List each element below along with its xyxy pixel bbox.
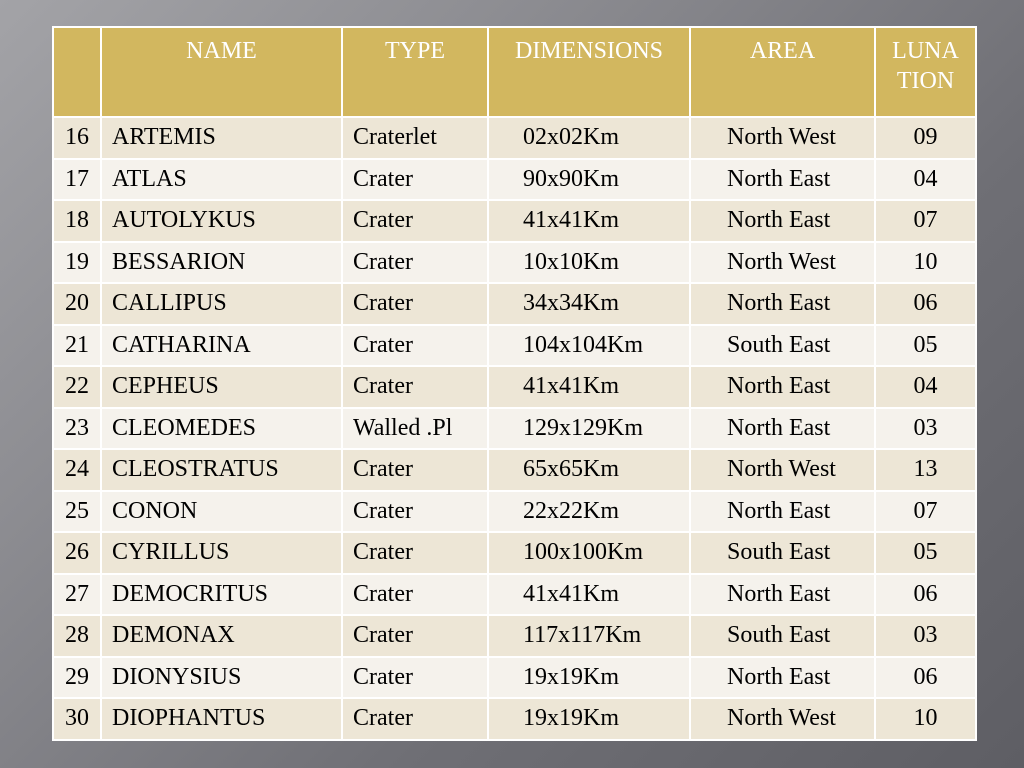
crater-table — [52, 26, 977, 741]
crater-type-cell: Crater — [342, 200, 488, 242]
row-number-cell: 20 — [53, 283, 101, 325]
table-row — [53, 325, 976, 367]
header-name: NAME — [101, 27, 342, 117]
crater-area-cell: North East — [690, 574, 875, 616]
crater-type-cell: Crater — [342, 325, 488, 367]
crater-type-cell: Crater — [342, 159, 488, 201]
crater-lunation-cell: 13 — [875, 449, 976, 491]
crater-dimensions-cell: 19x19Km — [488, 657, 690, 699]
crater-lunation-cell: 09 — [875, 117, 976, 159]
crater-dimensions-cell: 129x129Km — [488, 408, 690, 450]
crater-type-cell: Crater — [342, 615, 488, 657]
crater-name-cell: AUTOLYKUS — [101, 200, 342, 242]
crater-name-cell: CALLIPUS — [101, 283, 342, 325]
crater-type-cell: Crater — [342, 242, 488, 284]
crater-area-cell: North East — [690, 408, 875, 450]
row-number-cell: 22 — [53, 366, 101, 408]
table-row — [53, 117, 976, 159]
crater-lunation-cell: 05 — [875, 532, 976, 574]
table-row — [53, 200, 976, 242]
crater-name-cell: CEPHEUS — [101, 366, 342, 408]
crater-area-cell: North East — [690, 283, 875, 325]
crater-name-cell: CATHARINA — [101, 325, 342, 367]
crater-dimensions-cell: 19x19Km — [488, 698, 690, 740]
table-row — [53, 574, 976, 616]
row-number-cell: 16 — [53, 117, 101, 159]
crater-dimensions-cell: 41x41Km — [488, 366, 690, 408]
crater-name-cell: ATLAS — [101, 159, 342, 201]
crater-type-cell: Crater — [342, 657, 488, 699]
row-number-cell: 28 — [53, 615, 101, 657]
table-row — [53, 242, 976, 284]
crater-area-cell: South East — [690, 325, 875, 367]
crater-area-cell: South East — [690, 615, 875, 657]
table-row — [53, 615, 976, 657]
crater-dimensions-cell: 34x34Km — [488, 283, 690, 325]
crater-dimensions-cell: 117x117Km — [488, 615, 690, 657]
crater-table-container — [52, 26, 975, 734]
crater-dimensions-cell: 10x10Km — [488, 242, 690, 284]
crater-area-cell: North East — [690, 200, 875, 242]
crater-dimensions-cell: 02x02Km — [488, 117, 690, 159]
table-row — [53, 408, 976, 450]
crater-name-cell: DIONYSIUS — [101, 657, 342, 699]
header-type: TYPE — [342, 27, 488, 117]
crater-area-cell: South East — [690, 532, 875, 574]
row-number-cell: 26 — [53, 532, 101, 574]
crater-type-cell: Craterlet — [342, 117, 488, 159]
crater-dimensions-cell: 90x90Km — [488, 159, 690, 201]
header-num — [53, 27, 101, 117]
row-number-cell: 24 — [53, 449, 101, 491]
header-dimensions: DIMENSIONS — [488, 27, 690, 117]
header-lunation: LUNA TION — [875, 27, 976, 117]
crater-name-cell: BESSARION — [101, 242, 342, 284]
crater-dimensions-cell: 41x41Km — [488, 200, 690, 242]
row-number-cell: 19 — [53, 242, 101, 284]
crater-lunation-cell: 03 — [875, 408, 976, 450]
crater-type-cell: Crater — [342, 532, 488, 574]
crater-type-cell: Crater — [342, 366, 488, 408]
crater-lunation-cell: 10 — [875, 698, 976, 740]
crater-type-cell: Crater — [342, 283, 488, 325]
table-row — [53, 159, 976, 201]
crater-lunation-cell: 07 — [875, 491, 976, 533]
crater-type-cell: Crater — [342, 449, 488, 491]
crater-name-cell: CONON — [101, 491, 342, 533]
table-row — [53, 657, 976, 699]
crater-name-cell: CLEOSTRATUS — [101, 449, 342, 491]
row-number-cell: 25 — [53, 491, 101, 533]
table-row — [53, 532, 976, 574]
crater-name-cell: DEMONAX — [101, 615, 342, 657]
row-number-cell: 18 — [53, 200, 101, 242]
crater-lunation-cell: 07 — [875, 200, 976, 242]
table-header — [53, 27, 976, 117]
crater-dimensions-cell: 41x41Km — [488, 574, 690, 616]
crater-name-cell: CYRILLUS — [101, 532, 342, 574]
crater-lunation-cell: 06 — [875, 574, 976, 616]
crater-lunation-cell: 04 — [875, 366, 976, 408]
crater-area-cell: North East — [690, 159, 875, 201]
crater-area-cell: North West — [690, 117, 875, 159]
header-row — [53, 27, 976, 117]
crater-lunation-cell: 06 — [875, 283, 976, 325]
crater-name-cell: DEMOCRITUS — [101, 574, 342, 616]
crater-dimensions-cell: 100x100Km — [488, 532, 690, 574]
row-number-cell: 29 — [53, 657, 101, 699]
crater-lunation-cell: 04 — [875, 159, 976, 201]
row-number-cell: 17 — [53, 159, 101, 201]
table-row — [53, 698, 976, 740]
crater-lunation-cell: 03 — [875, 615, 976, 657]
row-number-cell: 21 — [53, 325, 101, 367]
crater-name-cell: CLEOMEDES — [101, 408, 342, 450]
crater-dimensions-cell: 104x104Km — [488, 325, 690, 367]
crater-area-cell: North West — [690, 449, 875, 491]
crater-area-cell: North East — [690, 491, 875, 533]
header-area: AREA — [690, 27, 875, 117]
crater-lunation-cell: 06 — [875, 657, 976, 699]
crater-lunation-cell: 05 — [875, 325, 976, 367]
table-body — [53, 117, 976, 740]
table-row — [53, 449, 976, 491]
table-row — [53, 283, 976, 325]
crater-type-cell: Crater — [342, 698, 488, 740]
crater-name-cell: ARTEMIS — [101, 117, 342, 159]
crater-dimensions-cell: 65x65Km — [488, 449, 690, 491]
crater-type-cell: Walled .Pl — [342, 408, 488, 450]
crater-name-cell: DIOPHANTUS — [101, 698, 342, 740]
table-row — [53, 366, 976, 408]
table-row — [53, 491, 976, 533]
crater-area-cell: North East — [690, 366, 875, 408]
crater-lunation-cell: 10 — [875, 242, 976, 284]
crater-area-cell: North East — [690, 657, 875, 699]
crater-area-cell: North West — [690, 698, 875, 740]
crater-type-cell: Crater — [342, 491, 488, 533]
crater-dimensions-cell: 22x22Km — [488, 491, 690, 533]
crater-type-cell: Crater — [342, 574, 488, 616]
crater-area-cell: North West — [690, 242, 875, 284]
row-number-cell: 30 — [53, 698, 101, 740]
row-number-cell: 27 — [53, 574, 101, 616]
row-number-cell: 23 — [53, 408, 101, 450]
